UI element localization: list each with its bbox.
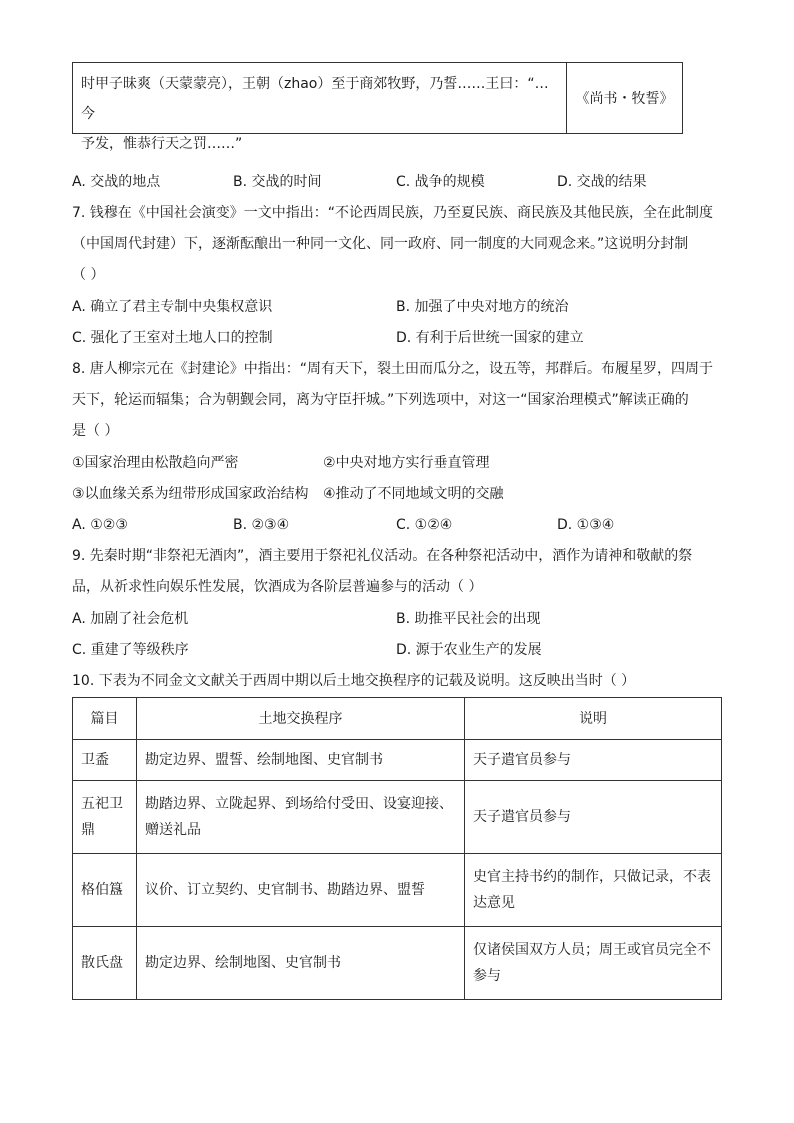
q9-stem-line-1: 9. 先秦时期“非祭祀无酒肉”，酒主要用于祭祀礼仪活动。在各种祭祀活动中，酒作为请神和敬献的祭 bbox=[72, 548, 693, 564]
land-exchange-table bbox=[72, 697, 722, 1000]
table-row bbox=[73, 781, 722, 854]
row-note: 天子遣官员参与 bbox=[465, 740, 722, 781]
row-note: 仅诸侯国双方人员；周王或官员完全不参与 bbox=[465, 927, 722, 1000]
quote-source-cell: 《尚书・牧誓》 bbox=[575, 91, 674, 107]
q9-option-c: C. 重建了等级秩序 bbox=[72, 642, 189, 658]
q9-option-d: D. 源于农业生产的发展 bbox=[396, 642, 542, 658]
q7-stem-line-2: （中国周代封建）下，逐渐酝酿出一种同一文化、同一政府、同一制度的大同观念来。”这说明分封制 bbox=[72, 236, 689, 252]
q7-option-b: B. 加强了中央对地方的统治 bbox=[396, 299, 569, 315]
q10-stem: 10. 下表为不同金文文献关于西周中期以后土地交换程序的记载及说明。这反映出当时（ ） bbox=[72, 673, 636, 689]
table-header-row bbox=[73, 698, 722, 740]
table-row bbox=[73, 927, 722, 1000]
row-procedure: 勘定边界、盟誓、绘制地图、史官制书 bbox=[137, 740, 465, 781]
q7-option-a: A. 确立了君主专制中央集权意识 bbox=[72, 299, 273, 315]
header-title: 篇目 bbox=[73, 698, 137, 740]
row-title: 散氏盘 bbox=[73, 927, 137, 1000]
q8-stem-line-1: 8. 唐人柳宗元在《封建论》中指出：“周有天下，裂土田而瓜分之，设五等，邦群后。布履星罗，四周于 bbox=[72, 361, 714, 377]
q8-answer-blank: 是（ ） bbox=[72, 423, 119, 439]
q9-option-a: A. 加剧了社会危机 bbox=[72, 611, 189, 627]
row-procedure: 勘定边界、绘制地图、史官制书 bbox=[137, 927, 465, 1000]
q8-option-c: C. ①②④ bbox=[396, 517, 453, 533]
q6-option-d: D. 交战的结果 bbox=[557, 174, 647, 190]
q9-stem-line-2: 品，从祈求性向娱乐性发展，饮酒成为各阶层普遍参与的活动（ ） bbox=[72, 579, 483, 595]
q7-option-d: D. 有利于后世统一国家的建立 bbox=[396, 330, 584, 346]
q8-option-b: B. ②③④ bbox=[233, 517, 290, 533]
quote-table bbox=[72, 62, 683, 152]
q6-option-a: A. 交战的地点 bbox=[72, 174, 161, 190]
header-procedure: 土地交换程序 bbox=[137, 698, 465, 740]
q6-option-c: C. 战争的规模 bbox=[396, 174, 485, 190]
q6-option-b: B. 交战的时间 bbox=[233, 174, 322, 190]
q8-statement-1: ①国家治理由松散趋向严密 bbox=[72, 455, 239, 471]
row-note: 史官主持书约的制作，只做记录，不表达意见 bbox=[465, 854, 722, 927]
row-note: 天子遣官员参与 bbox=[465, 781, 722, 854]
table-row bbox=[73, 854, 722, 927]
q8-statement-2: ②中央对地方实行垂直管理 bbox=[323, 455, 490, 471]
row-title: 五祀卫鼎 bbox=[73, 781, 137, 854]
q7-option-c: C. 强化了王室对土地人口的控制 bbox=[72, 330, 273, 346]
q7-answer-blank: （ ） bbox=[72, 267, 105, 283]
quote-text-cell bbox=[73, 63, 567, 152]
q8-option-a: A. ①②③ bbox=[72, 517, 128, 533]
q8-option-d: D. ①③④ bbox=[557, 517, 615, 533]
table-row bbox=[73, 740, 722, 781]
q8-statement-3: ③以血缘关系为纽带形成国家政治结构 bbox=[72, 486, 309, 502]
row-procedure: 议价、订立契约、史官制书、勘踏边界、盟誓 bbox=[137, 854, 465, 927]
q8-stem-line-2: 天下，轮运而辐集；合为朝觐会同，离为守臣扞城。”下列选项中，对这一“国家治理模式”解读正确的 bbox=[72, 392, 689, 408]
q7-stem-line-1: 7. 钱穆在《中国社会演变》一文中指出：“不论西周民族，乃至夏民族、商民族及其他民族，全在此制度 bbox=[72, 205, 714, 221]
quote-line-1: 时甲子昧爽（天蒙蒙亮），王朝（zhao）至于商郊牧野，乃誓……王曰：“…今 bbox=[81, 76, 549, 122]
q9-option-b: B. 助推平民社会的出现 bbox=[396, 611, 541, 627]
q8-statement-4: ④推动了不同地域文明的交融 bbox=[323, 486, 504, 502]
quote-line-2: 予发，惟恭行天之罚……” bbox=[81, 136, 243, 152]
row-title: 卫盉 bbox=[73, 740, 137, 781]
row-procedure: 勘踏边界、立陇起界、到场给付受田、设宴迎接、赠送礼品 bbox=[137, 781, 465, 854]
header-note: 说明 bbox=[465, 698, 722, 740]
row-title: 格伯簋 bbox=[73, 854, 137, 927]
